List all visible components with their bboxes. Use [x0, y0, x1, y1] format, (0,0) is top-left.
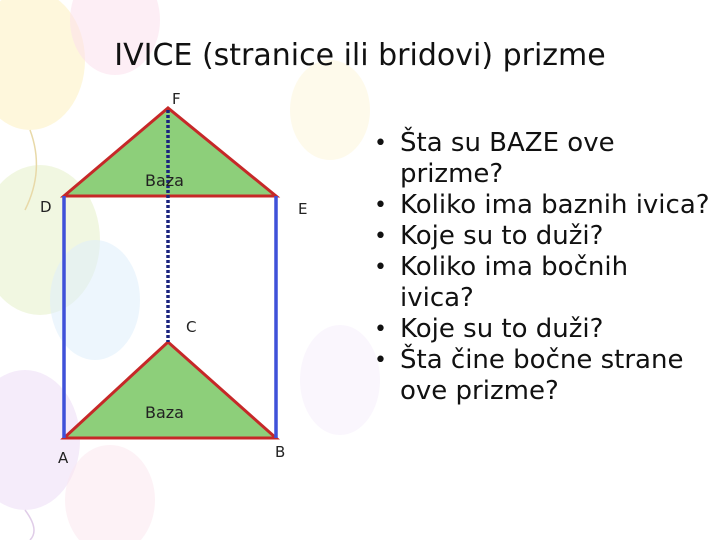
question-item — [370, 345, 710, 407]
vertex-label-b: B — [275, 443, 286, 461]
question-item — [370, 252, 710, 314]
bullet-icon: • — [374, 131, 387, 156]
question-list — [370, 128, 710, 407]
question-text: Šta čine bočne strane ove prizme? — [400, 345, 684, 406]
vertex-label-d: D — [40, 198, 52, 216]
question-text: Koliko ima baznih ivica? — [400, 190, 710, 220]
question-text: Koje su to duži? — [400, 314, 604, 344]
vertex-label-f: F — [172, 90, 181, 108]
bullet-icon: • — [374, 224, 387, 249]
question-text: Koje su to duži? — [400, 221, 604, 251]
question-item — [370, 314, 710, 345]
bullet-icon: • — [374, 193, 387, 218]
bottom-base-triangle — [64, 342, 276, 438]
vertex-label-c: C — [186, 318, 197, 336]
page-title: IVICE (stranice ili bridovi) prizme — [114, 38, 606, 73]
vertex-label-a: A — [58, 449, 69, 467]
vertex-label-e: E — [298, 200, 308, 218]
bullet-icon: • — [374, 255, 387, 280]
question-item — [370, 128, 710, 190]
bullet-icon: • — [374, 348, 387, 373]
question-item — [370, 190, 710, 221]
bottom-base-label: Baza — [145, 403, 184, 422]
question-text: Šta su BAZE ove prizme? — [400, 128, 615, 189]
top-base-label: Baza — [145, 171, 184, 190]
question-text: Koliko ima bočnih ivica? — [400, 252, 629, 313]
bullet-icon: • — [374, 317, 387, 342]
question-item — [370, 221, 710, 252]
